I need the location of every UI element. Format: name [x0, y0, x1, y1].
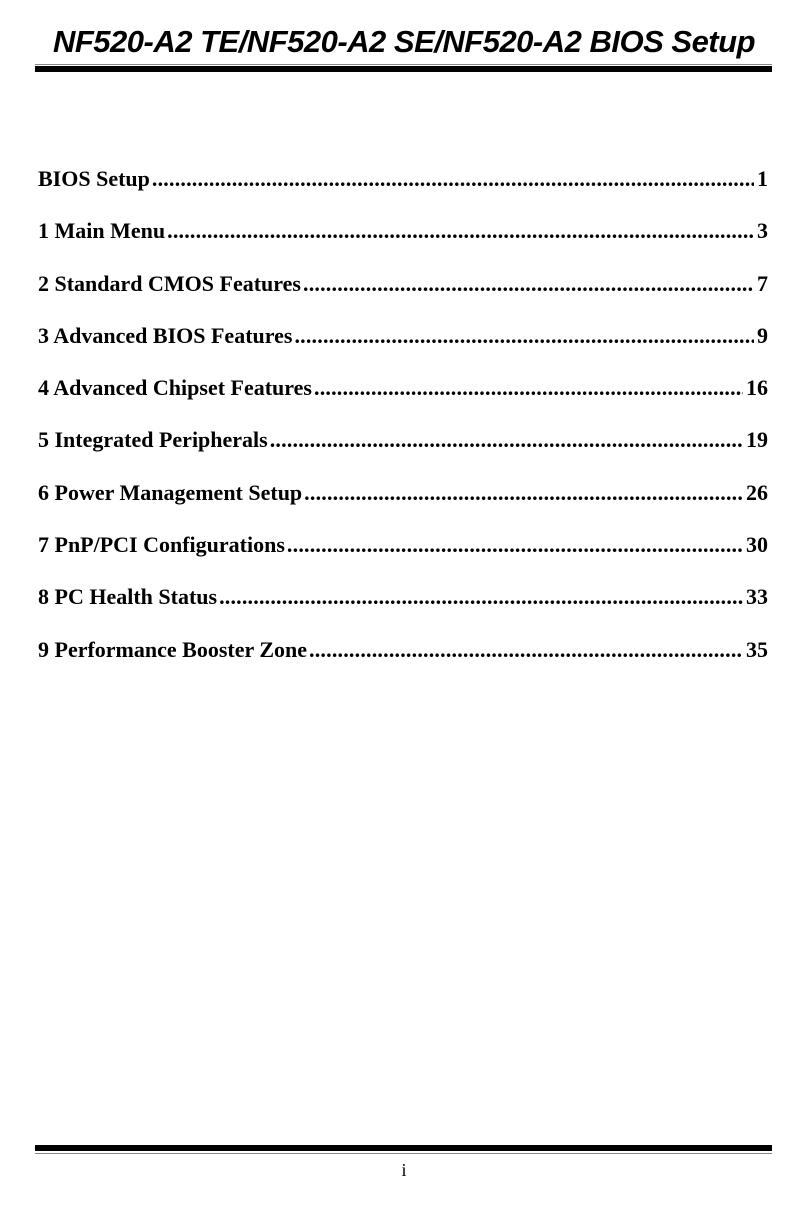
toc-entry-performance-booster-zone[interactable]: [38, 637, 768, 689]
toc-dot-leader: [167, 218, 754, 244]
toc-entry-power-management-setup[interactable]: [38, 480, 768, 532]
toc-entry-page: 30: [746, 532, 768, 558]
page-number: i: [401, 1160, 407, 1180]
toc-entry-title: 3 Advanced BIOS Features: [38, 322, 293, 348]
toc-dot-leader: [304, 480, 743, 506]
footer-rule-thick: [35, 1145, 772, 1151]
toc-entry-page: 19: [746, 427, 768, 453]
toc-dot-leader: [219, 584, 743, 610]
toc-entry-integrated-peripherals[interactable]: [38, 427, 768, 479]
toc-dot-leader: [287, 532, 743, 558]
toc-entry-advanced-bios-features[interactable]: [38, 323, 768, 375]
toc-entry-title: 2 Standard CMOS Features: [38, 270, 301, 296]
toc-entry-title: 6 Power Management Setup: [38, 479, 303, 505]
toc-entry-title: 5 Integrated Peripherals: [38, 427, 268, 453]
toc-entry-pnp-pci-configurations[interactable]: [38, 532, 768, 584]
toc-entry-page: 35: [746, 636, 768, 662]
toc-dot-leader: [152, 166, 754, 192]
toc-entry-main-menu[interactable]: [38, 218, 768, 270]
toc-dot-leader: [303, 271, 754, 297]
toc-dot-leader: [270, 427, 743, 453]
toc-entry-standard-cmos-features[interactable]: [38, 271, 768, 323]
footer-rule-thin: [35, 1153, 772, 1154]
header-rule-thick: [35, 66, 772, 72]
toc-entry-page: 7: [757, 270, 768, 296]
toc-entry-title: 8 PC Health Status: [38, 584, 218, 610]
toc-entry-page: 33: [746, 584, 768, 610]
table-of-contents: [38, 166, 768, 689]
toc-dot-leader: [294, 323, 754, 349]
toc-entry-title: BIOS Setup: [38, 166, 150, 191]
toc-entry-page: 1: [757, 166, 768, 191]
toc-entry-title: 7 PnP/PCI Configurations: [38, 532, 285, 558]
toc-dot-leader: [314, 375, 743, 401]
toc-entry-title: 9 Performance Booster Zone: [38, 636, 308, 662]
toc-entry-page: 9: [757, 322, 768, 348]
toc-entry-bios-setup[interactable]: [38, 166, 768, 218]
toc-entry-page: 16: [746, 375, 768, 401]
toc-entry-pc-health-status[interactable]: [38, 584, 768, 636]
header-rule-thin: [35, 64, 772, 65]
toc-entry-title: 4 Advanced Chipset Features: [38, 375, 312, 401]
page-header-title: NF520-A2 TE/NF520-A2 SE/NF520-A2 BIOS Setup: [52, 24, 756, 59]
toc-entry-advanced-chipset-features[interactable]: [38, 375, 768, 427]
toc-dot-leader: [309, 637, 743, 663]
toc-entry-page: 26: [746, 479, 768, 505]
toc-entry-title: 1 Main Menu: [38, 218, 166, 244]
toc-entry-page: 3: [757, 218, 768, 244]
